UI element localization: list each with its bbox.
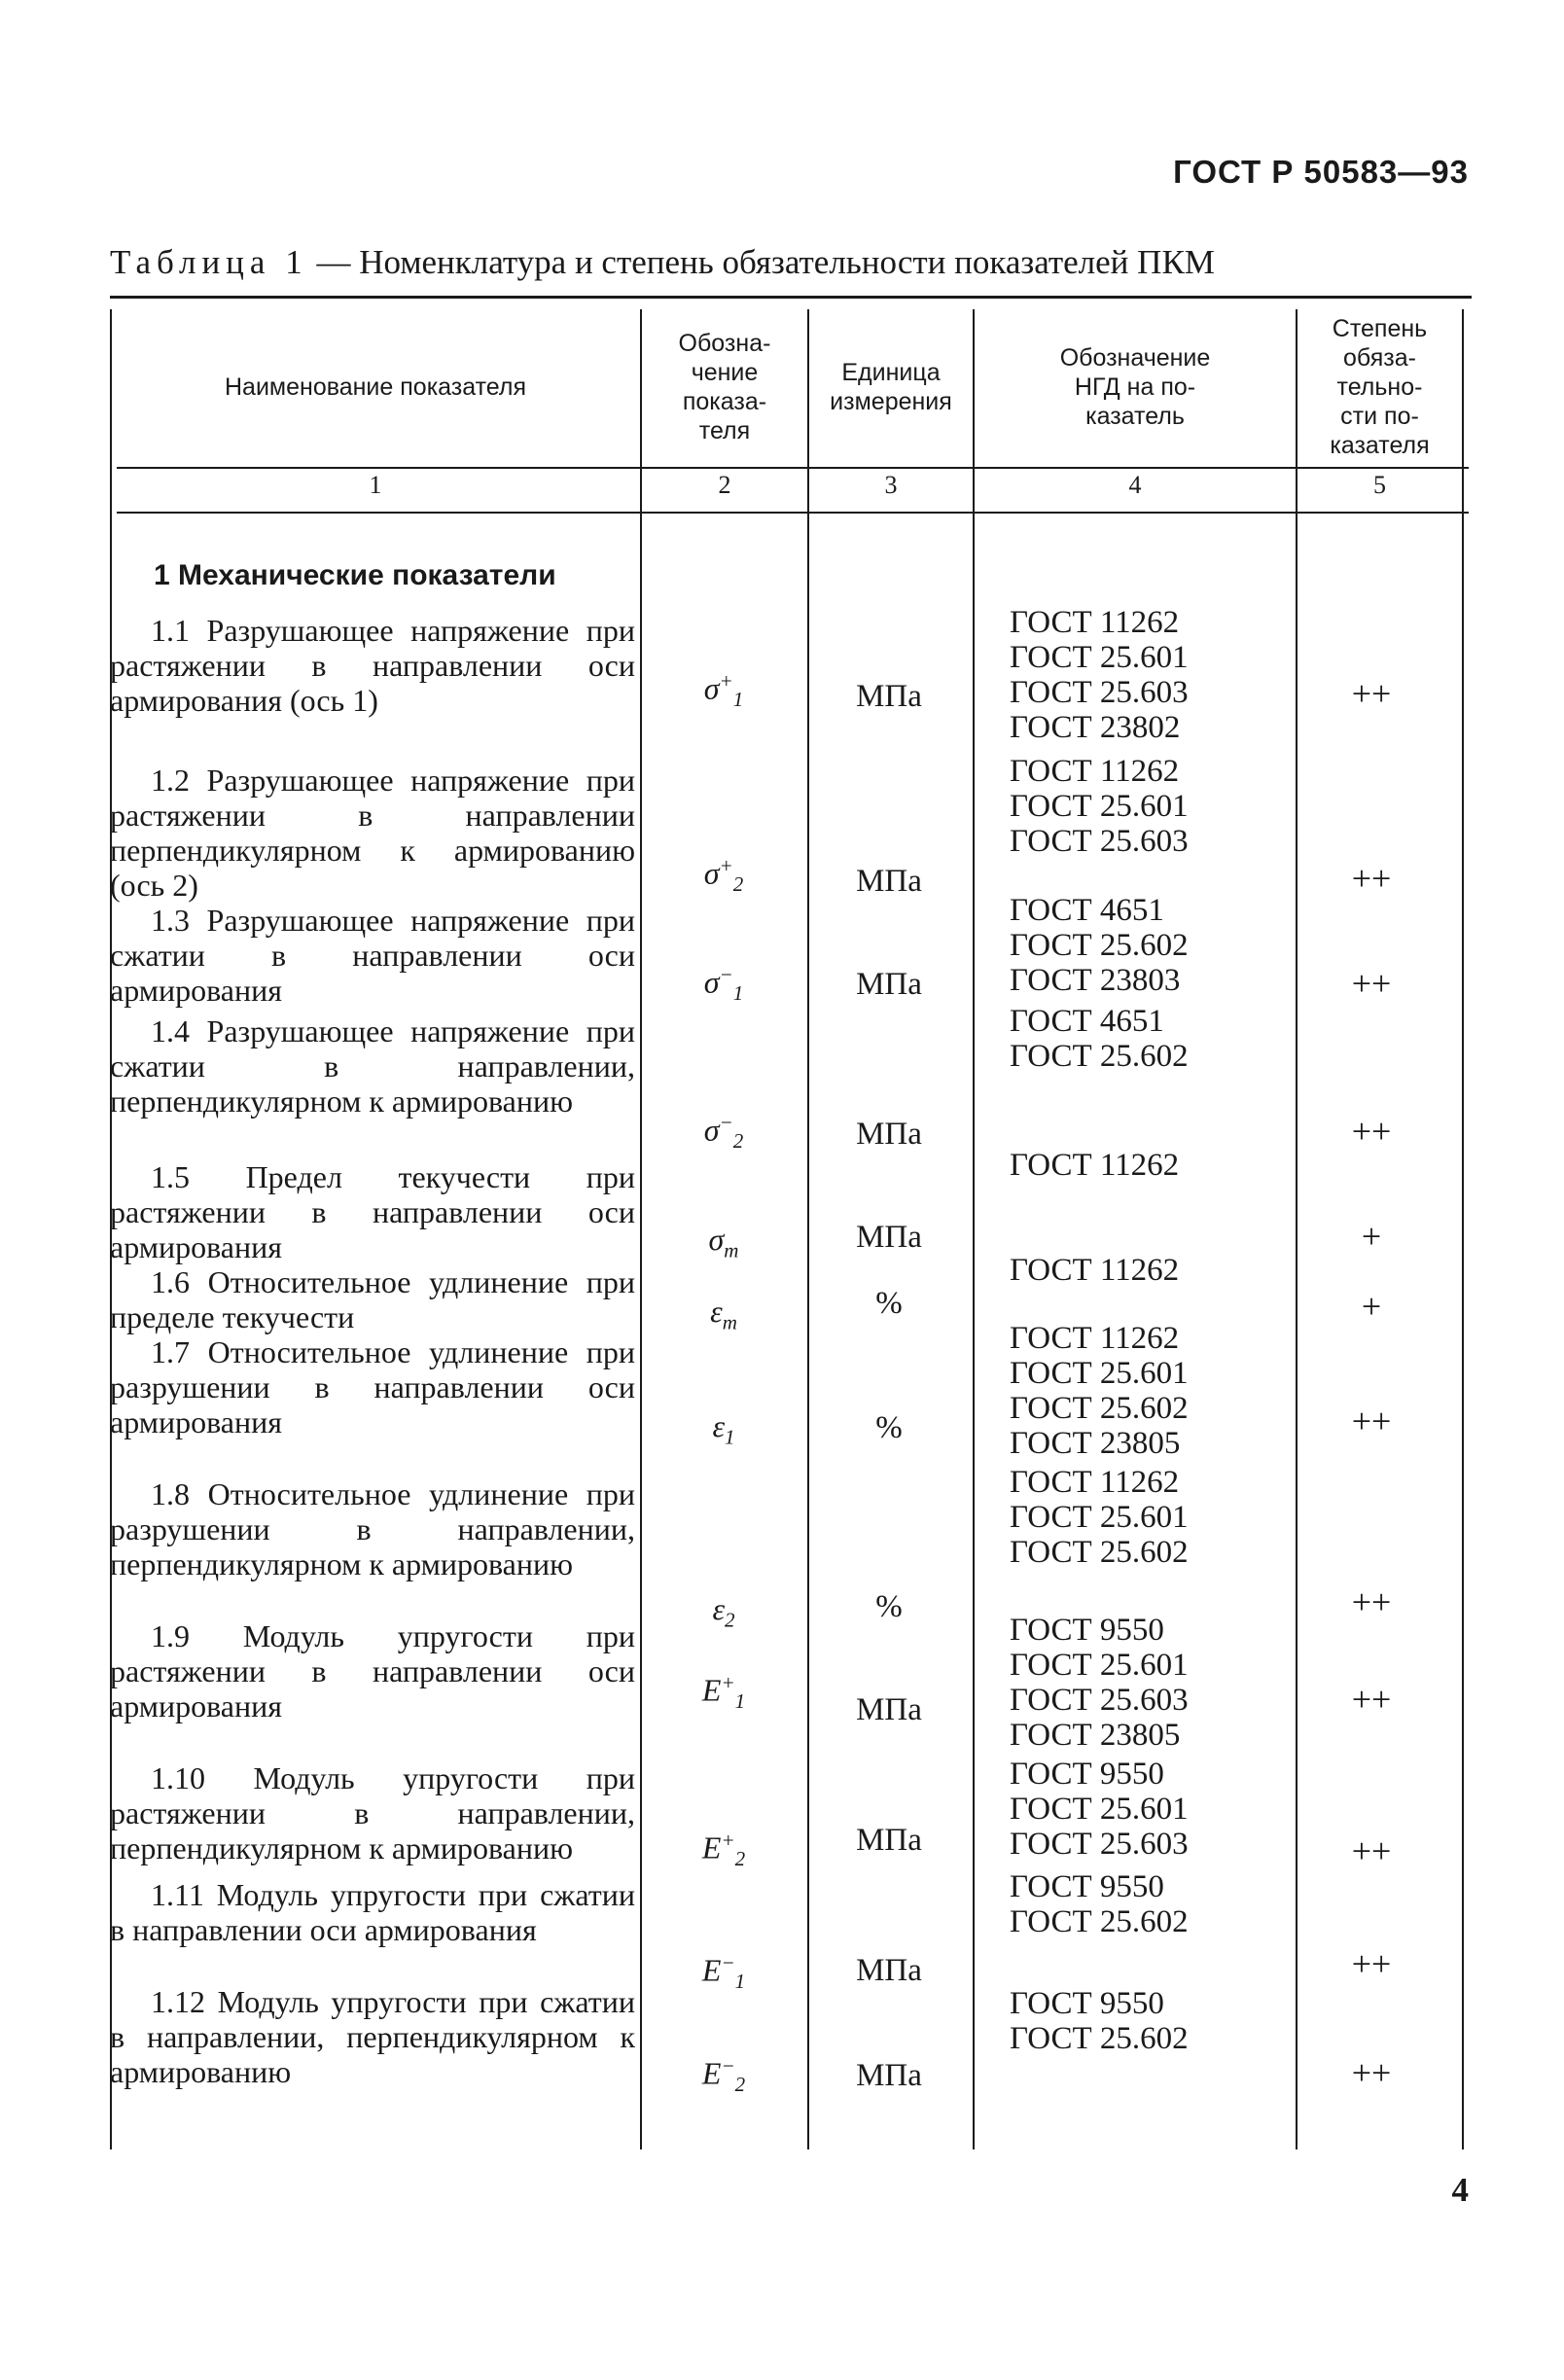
gost-ref: ГОСТ 25.602	[1010, 1039, 1189, 1074]
row-1-4-name: 1.4 Разрушающее напряжение при сжатии в направлении, перпендикулярном к армированию	[110, 1013, 635, 1119]
row-1-10-gost-list	[1010, 1757, 1282, 1862]
gost-ref: ГОСТ 11262	[1010, 1465, 1180, 1500]
row-1-5-name: 1.5 Предел текучести при растяжении в направлении оси армирования	[110, 1159, 635, 1264]
row-1-9-unit: МПа	[856, 1692, 922, 1727]
row-1-9-symbol: $E^+_1$	[701, 1671, 746, 1714]
row-1-4-gost-list	[1010, 1004, 1282, 1074]
row-1-6-degree: +	[1361, 1287, 1382, 1326]
row-1-4-unit: МПа	[856, 1117, 922, 1152]
gost-ref: ГОСТ 25.601	[1010, 789, 1189, 824]
table-caption-label: Таблица 1	[110, 243, 308, 281]
row-1-7-unit: %	[875, 1410, 903, 1445]
gost-ref: ГОСТ 4651	[1010, 893, 1164, 928]
table-right-border	[1462, 309, 1464, 2149]
row-1-3-gost-list	[1010, 893, 1282, 998]
gost-ref: ГОСТ 25.601	[1010, 1500, 1189, 1535]
row-1-4-degree: ++	[1351, 1112, 1392, 1151]
gost-ref: ГОСТ 11262	[1010, 605, 1180, 640]
row-1-10-degree: ++	[1351, 1831, 1392, 1870]
row-1-1-symbol: $\sigma^+_1$	[703, 669, 744, 712]
row-1-12-unit: МПа	[856, 2058, 922, 2093]
row-1-11-unit: МПа	[856, 1953, 922, 1988]
column-number-3: 3	[884, 471, 898, 499]
gost-ref: ГОСТ 25.602	[1010, 1391, 1189, 1426]
gost-ref: ГОСТ 25.603	[1010, 1683, 1189, 1718]
table-caption	[110, 243, 1472, 282]
gost-ref: ГОСТ 25.602	[1010, 1535, 1189, 1570]
row-1-5-gost-list	[1010, 1148, 1282, 1183]
row-1-5-degree: +	[1361, 1217, 1382, 1256]
gost-ref: ГОСТ 11262	[1010, 1253, 1180, 1288]
row-1-2-gost-list	[1010, 754, 1282, 859]
gost-ref: ГОСТ 9550	[1010, 1757, 1164, 1792]
gost-ref: ГОСТ 25.603	[1010, 824, 1189, 859]
row-1-7-symbol: $\varepsilon_1$	[712, 1408, 735, 1449]
gost-ref: ГОСТ 25.601	[1010, 1792, 1189, 1827]
gost-ref: ГОСТ 11262	[1010, 1148, 1180, 1183]
row-1-7-gost-list	[1010, 1321, 1282, 1461]
row-1-12-gost-list	[1010, 1986, 1282, 2056]
column-header-degree: Степень обяза- тельно- сти по- казателя	[1330, 315, 1430, 459]
row-1-2-symbol: $\sigma^+_2$	[703, 854, 744, 897]
column-header-ngd: Обозначение НГД на по- казатель	[1059, 344, 1211, 430]
row-1-2-degree: ++	[1351, 859, 1392, 898]
gost-ref: ГОСТ 11262	[1010, 1321, 1180, 1356]
page-number: 4	[1451, 2171, 1469, 2209]
section-title: 1 Механические показатели	[154, 559, 556, 591]
gost-ref: ГОСТ 25.603	[1010, 675, 1189, 710]
row-1-3-name: 1.3 Разрушающее напряжение при сжатии в направлении оси армирования	[110, 903, 635, 1008]
column-divider-4	[1296, 309, 1297, 2149]
gost-ref: ГОСТ 25.601	[1010, 1648, 1189, 1683]
table-top-rule	[110, 296, 1472, 299]
column-divider-2	[807, 309, 809, 2149]
column-number-4: 4	[1128, 471, 1142, 499]
row-1-6-unit: %	[875, 1286, 903, 1321]
row-1-1-unit: МПа	[856, 679, 922, 714]
row-1-5-symbol: $\sigma_т$	[708, 1222, 739, 1262]
row-1-8-degree: ++	[1351, 1582, 1392, 1621]
row-1-10-unit: МПа	[856, 1823, 922, 1858]
row-1-12-degree: ++	[1351, 2053, 1392, 2092]
row-1-1-gost-list	[1010, 605, 1282, 745]
row-1-2-unit: МПа	[856, 864, 922, 899]
column-number-1: 1	[369, 471, 382, 499]
row-1-7-name: 1.7 Относительное удлинение при разрушении в направлении оси армирования	[110, 1334, 635, 1439]
row-1-8-gost-list	[1010, 1465, 1282, 1570]
column-header-name: Наименование показателя	[225, 373, 526, 401]
row-1-9-degree: ++	[1351, 1680, 1392, 1719]
gost-ref: ГОСТ 25.602	[1010, 2021, 1189, 2056]
row-1-8-name: 1.8 Относительное удлинение при разрушении в направлении, перпендикулярном к армированию	[110, 1476, 635, 1581]
row-1-10-symbol: $E^+_2$	[701, 1829, 746, 1871]
row-1-12-name: 1.12 Модуль упругости при сжатии в направлении, перпендикулярном к армированию	[110, 1984, 635, 2089]
gost-ref: ГОСТ 25.601	[1010, 1356, 1189, 1391]
gost-ref: ГОСТ 25.602	[1010, 1904, 1189, 1939]
row-1-8-symbol: $\varepsilon_2$	[712, 1591, 735, 1632]
row-1-1-degree: ++	[1351, 674, 1392, 713]
row-1-9-name: 1.9 Модуль упругости при растяжении в направлении оси армирования	[110, 1618, 635, 1723]
gost-ref: ГОСТ 23805	[1010, 1426, 1181, 1461]
table-caption-text: — Номенклатура и степень обязательности показателей ПКМ	[316, 243, 1215, 281]
gost-ref: ГОСТ 25.601	[1010, 640, 1189, 675]
row-1-6-gost-list	[1010, 1253, 1282, 1288]
document-code: ГОСТ Р 50583—93	[1173, 154, 1469, 190]
gost-ref: ГОСТ 9550	[1010, 1986, 1164, 2021]
column-header-unit: Единица измерения	[830, 359, 952, 415]
row-1-8-unit: %	[875, 1589, 903, 1624]
gost-ref: ГОСТ 9550	[1010, 1613, 1164, 1648]
gost-ref: ГОСТ 11262	[1010, 754, 1180, 789]
row-1-5-unit: МПа	[856, 1220, 922, 1255]
column-number-5: 5	[1373, 471, 1386, 499]
gost-ref: ГОСТ 23803	[1010, 963, 1181, 998]
gost-ref: ГОСТ 23805	[1010, 1718, 1181, 1753]
header-bottom-rule	[117, 467, 1469, 469]
row-1-11-gost-list	[1010, 1869, 1282, 1939]
gost-ref: ГОСТ 25.603	[1010, 1827, 1189, 1862]
row-1-10-name: 1.10 Модуль упругости при растяжении в направлении, перпендикулярном к армированию	[110, 1760, 635, 1865]
row-1-11-degree: ++	[1351, 1944, 1392, 1983]
numbers-bottom-rule	[117, 512, 1469, 514]
gost-ref: ГОСТ 4651	[1010, 1004, 1164, 1039]
row-1-11-symbol: $E^-_1$	[701, 1951, 746, 1994]
row-1-3-unit: МПа	[856, 967, 922, 1002]
row-1-3-symbol: $\sigma^-_1$	[703, 963, 744, 1006]
column-divider-1	[640, 309, 642, 2149]
row-1-1-name: 1.1 Разрушающее напряжение при растяжении в направлении оси армирования (ось 1)	[110, 613, 635, 718]
row-1-12-symbol: $E^-_2$	[701, 2054, 746, 2097]
row-1-7-degree: ++	[1351, 1402, 1392, 1440]
column-header-symbol: Обозна- чение показа- теля	[678, 330, 771, 444]
row-1-6-symbol: $\varepsilon_т$	[710, 1294, 737, 1334]
row-1-9-gost-list	[1010, 1613, 1282, 1753]
row-1-6-name: 1.6 Относительное удлинение при пределе текучести	[110, 1264, 635, 1334]
gost-ref: ГОСТ 23802	[1010, 710, 1181, 745]
gost-ref: ГОСТ 9550	[1010, 1869, 1164, 1904]
column-number-2: 2	[718, 471, 731, 499]
gost-ref: ГОСТ 25.602	[1010, 928, 1189, 963]
row-1-2-name: 1.2 Разрушающее напряжение при растяжении в направлении перпендикулярном к армированию (ось 2)	[110, 763, 635, 903]
row-1-11-name: 1.11 Модуль упругости при сжатии в направлении оси армирования	[110, 1877, 635, 1947]
row-1-3-degree: ++	[1351, 964, 1392, 1003]
row-1-4-symbol: $\sigma^-_2$	[703, 1111, 744, 1154]
column-divider-3	[973, 309, 975, 2149]
